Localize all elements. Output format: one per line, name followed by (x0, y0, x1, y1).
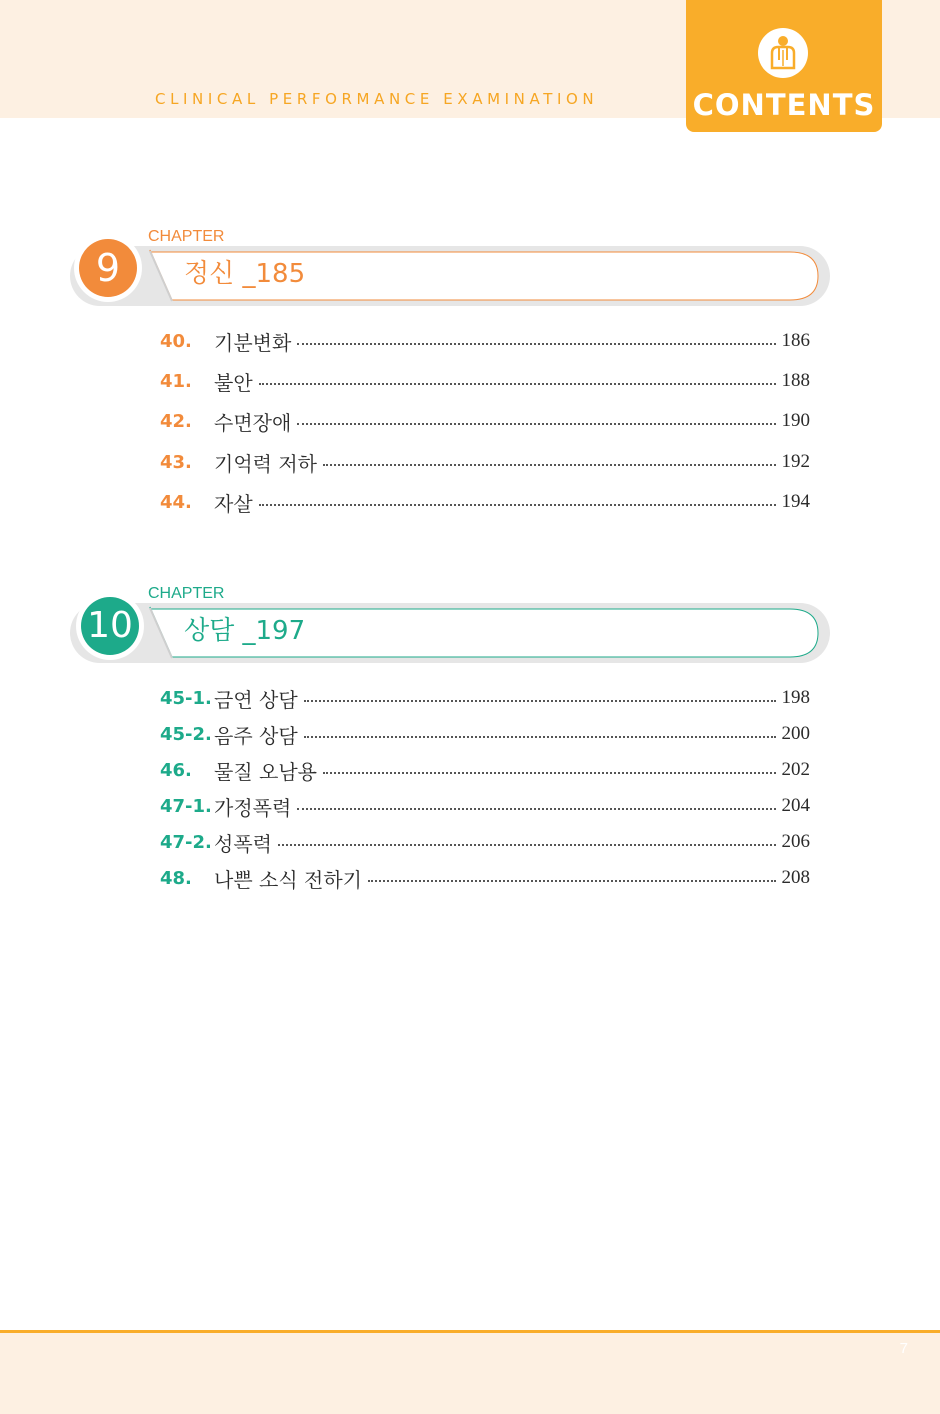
toc-entry-page: 202 (781, 759, 810, 780)
leader-dots (278, 844, 776, 846)
footer-band (0, 1330, 940, 1414)
toc-entry-number: 46. (160, 759, 192, 781)
toc-entry-number: 42. (160, 410, 192, 432)
toc-entry-number: 41. (160, 370, 192, 392)
chapter-number: 10 (87, 605, 133, 646)
toc-entry[interactable] (160, 791, 810, 821)
toc-entry-page: 190 (781, 410, 810, 431)
toc-entry-page: 206 (781, 831, 810, 852)
toc-entry[interactable] (160, 447, 810, 477)
toc-entry-number: 43. (160, 451, 192, 473)
leader-dots (259, 383, 776, 385)
header-subtitle: CLINICAL PERFORMANCE EXAMINATION (155, 90, 599, 108)
toc-entry-title: 나쁜 소식 전하기 (214, 867, 362, 892)
toc-entry-number: 45-2. (160, 723, 212, 745)
toc-entry-title: 자살 (214, 491, 253, 516)
toc-entry[interactable] (160, 326, 810, 356)
page-number: 7 (899, 1340, 908, 1357)
chapter-9-header (0, 228, 940, 308)
toc-entry[interactable] (160, 487, 810, 517)
toc-entry-title: 금연 상담 (214, 687, 298, 712)
toc-entry-title: 음주 상담 (214, 723, 298, 748)
toc-entry-title: 불안 (214, 370, 253, 395)
chapter-title: 정신 _185 (184, 259, 306, 289)
chapter-word: CHAPTER (148, 228, 225, 245)
toc-entry-number: 47-2. (160, 831, 212, 853)
leader-dots (304, 736, 776, 738)
toc-entry-title: 물질 오남용 (214, 759, 317, 784)
toc-entry-title: 기분변화 (214, 330, 292, 355)
toc-entry-title: 수면장애 (214, 410, 292, 435)
leader-dots (323, 772, 776, 774)
chapter-bar (0, 585, 940, 665)
toc-entry-number: 48. (160, 867, 192, 889)
leader-dots (259, 504, 776, 506)
chapter-bar (0, 228, 940, 308)
toc-entry-page: 208 (781, 867, 810, 888)
chapter-10-header (0, 585, 940, 665)
toc-entry-title: 가정폭력 (214, 795, 292, 820)
toc-entry-title: 기억력 저하 (214, 451, 317, 476)
toc-entry[interactable] (160, 755, 810, 785)
toc-entry[interactable] (160, 863, 810, 893)
leader-dots (297, 343, 775, 345)
toc-entry-page: 198 (781, 687, 810, 708)
contents-label: CONTENTS (692, 88, 876, 122)
toc-entry-page: 200 (781, 723, 810, 744)
contents-tab (686, 0, 882, 132)
toc-entry[interactable] (160, 683, 810, 713)
toc-entry-title: 성폭력 (214, 831, 272, 856)
toc-entry-page: 194 (781, 491, 810, 512)
toc-entry-page: 188 (781, 370, 810, 391)
chapter-number: 9 (95, 246, 121, 290)
chapter-word: CHAPTER (148, 585, 225, 602)
leader-dots (297, 423, 775, 425)
toc-entry-number: 45-1. (160, 687, 212, 709)
person-icon (758, 28, 808, 78)
leader-dots (323, 464, 776, 466)
leader-dots (368, 880, 776, 882)
toc-entry-number: 40. (160, 330, 192, 352)
chapter-title: 상담 _197 (184, 616, 306, 646)
leader-dots (304, 700, 776, 702)
toc-entry-number: 44. (160, 491, 192, 513)
leader-dots (297, 808, 775, 810)
toc-entry-page: 204 (781, 795, 810, 816)
toc-entry[interactable] (160, 366, 810, 396)
toc-entry[interactable] (160, 827, 810, 857)
toc-entry[interactable] (160, 719, 810, 749)
toc-entry-page: 192 (781, 451, 810, 472)
toc-entry-page: 186 (781, 330, 810, 351)
toc-entry[interactable] (160, 406, 810, 436)
toc-entry-number: 47-1. (160, 795, 212, 817)
